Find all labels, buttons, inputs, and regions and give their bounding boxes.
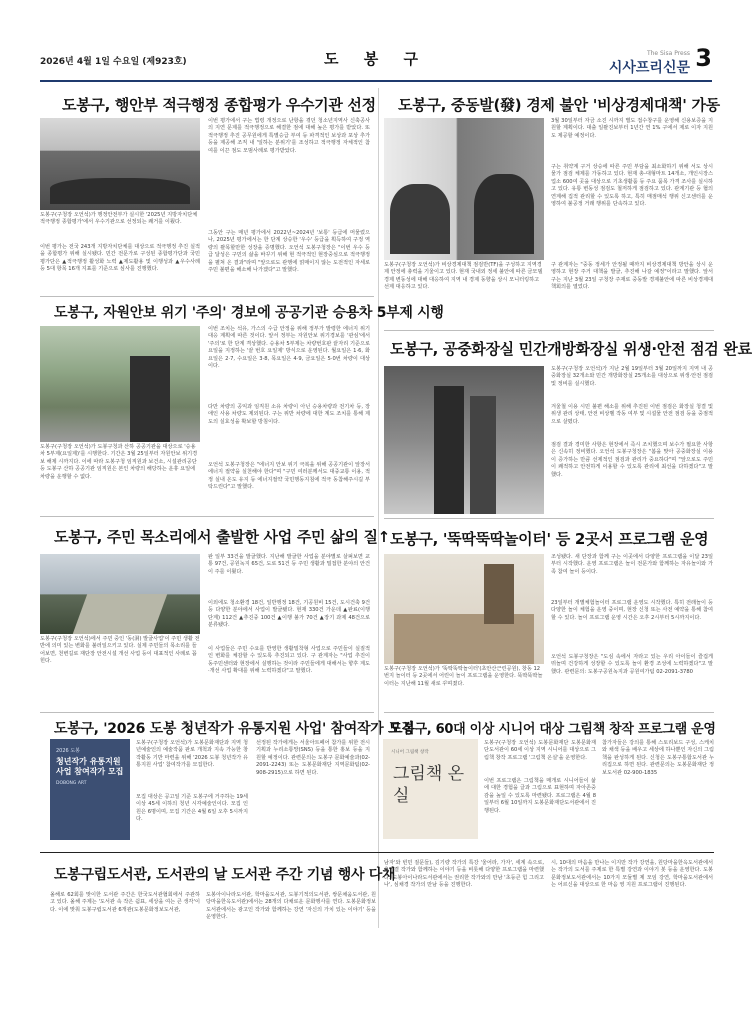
article-body: 그동안 구는 매년 평가에서 2022년~2024년 '보통' 등급에 머물렀으나, 2025년 평가에서는 한 단계 상승한 '우수' 등급을 획득하여 구정 역량의 괄목할만한 성장을 증명했다. 오언석 도봉구청장은 "이번 우수 등급 달성은 구민의 삶을 바꾸기 위해 현 적극적인 현장중심으로 적극행정을 펼쳐 온 결과"라며 "앞으로도 관행에 얽매이지 않는 도전적인 자세로 주민 불편을 해소해 나가겠다"고 말했다.	[208, 230, 370, 274]
photo-playground	[384, 554, 544, 664]
article-title: 도봉구, 중동발(發) 경제 불안 '비상경제대책' 가동	[398, 96, 720, 114]
brand-korean: 시사프리신문	[608, 60, 690, 76]
article-body: 선정된 작가에게는 서울아트페어 참가를 위한 전시 기획과 누리소통망(SNS) 등을 통한 홍보 등을 지원할 예정이다. 관련문의는 도봉구 문화예술과(02-2091-2243) 또는 도봉문화재단 지역문화팀(02-908-2915)으로 하면 된다.	[256, 740, 370, 776]
article-body: 참가자들은 강의를 통해 스토리보드 구성, 스케치와 채색 등을 배우고 세상에 하나뿐인 자신의 그림책을 완성하게 된다. 신청은 도봉구통합도서관 누리집으로 하면 된다. 관련문의는 도봉문화재단 정보도서관 02-900-1835	[602, 740, 714, 776]
article-divider	[40, 852, 714, 853]
book-title: 그림책 온실	[393, 764, 465, 806]
article-body: 이번 프로그램은 그림책을 매개로 시니어들이 삶에 대한 경험을 글과 그림으로 표현하며 자아존중감을 높일 수 있도록 마련됐다. 프로그램은 4월 8일부터 6월 10일까지 도봉문화재단도서관에서 진행된다.	[484, 778, 596, 814]
article-body: 겨울철 이용 시민 불편 해소를 위해 추진된 이번 점검은 화장실 청결 및 위생 관리 상태, 안전 비상벨 작동 여부 및 시설물 안전 점검 등을 중점적으로 살폈다.	[551, 404, 713, 425]
article-title: 도봉구, '뚝딱뚝딱놀이터' 등 2곳서 프로그램 운영	[390, 530, 709, 548]
article-title: 도봉구립도서관, 도서관의 날 도서관 주간 기념 행사 다채	[54, 867, 396, 883]
photo-caption: 도봉구(구청장 오언석)가 '뚝딱뚝딱놀이터'(초안산근린공원), 창동 12번지 놀이터 등 2곳에서 어린이 놀이 프로그램을 운영한다. 뚝딱뚝딱놀이터는 지난해 11월 새로 꾸며졌다.	[384, 666, 543, 687]
article-body: 이 사업들은 주민 수요를 반영한 생활밀착형 사업으로 주민들이 실질적인 변화를 체감할 수 있도록 추진되고 있다. 구 관계자는 "사업 추진이 동주민센터와 현장에서 실행하는 것이라 주민들에게 대해서는 향후 계도·개선 사업 확대를 위해 노력하겠다"고 말했다.	[208, 646, 370, 675]
article-body: 도봉구(구청장 오언석) 도봉문화재단 도봉문화재단도서관이 60세 이상 지역 시니어를 대상으로 그림책 창작 프로그램 '그림책 온실'을 운영한다.	[484, 740, 596, 761]
article-title: 도봉구, 주민 목소리에서 출발한 사업 주민 삶의 질↑	[54, 528, 390, 546]
article-body: 모집 대상은 공고일 기준 도봉구에 거주하는 19세 이상 45세 이하의 청년 시각예술인이다. 모집 인원은 6명이며, 모집 기간은 4월 6일 오후 5시까지다.	[136, 794, 248, 823]
photo-caption: 도봉구(구청장 오언석)가 행정안전부가 실시한 '2025년 지방자치단체 적극행정 종합평가'에서 우수기관으로 선정되는 쾌거를 이뤘다.	[40, 212, 198, 226]
article-playground-program	[384, 520, 714, 552]
page-number: 3	[695, 44, 712, 72]
poster-subtitle: DOBONG ART	[56, 781, 87, 786]
issue-date: 2026년 4월 1일 수요일 (제923호)	[40, 57, 187, 67]
article-title: 도봉구, 행안부 적극행정 종합평가 우수기관 선정	[62, 96, 376, 114]
poster-title: 청년작가 유통지원사업 참여작가 모집	[56, 757, 124, 776]
recruitment-poster	[50, 739, 130, 840]
article-body: 올해로 62회를 맞이한 도서관 주간은 한국도서관협회에서 주관하고 있다. 올해 주제는 '도서관 속 작은 쉼표, 세상을 여는 큰 생각'이다. 이에 맞춰 도봉구립도서관 6개관(도봉문화정보도서관,	[50, 892, 200, 913]
newspaper-logo	[609, 50, 690, 76]
photo-caption: 도봉구(구청장 오언석)가 비상경제대책 점검반(TF)을 구성하고 지역경제 안정에 총력을 기울이고 있다. 현재 국내외 정세 불안에 따른 금모델경제 변동성에 대해 대응하여 지역 내 경제 동향을 상시 모니터링하고 선제 대응하고 있다.	[384, 262, 543, 291]
article-body: 도봉아이나라도서관, 학마을도서관, 도봉기적의도서관, 쌍문채움도서관, 원당마을한옥도서관)에서는 28개의 다채로운 문화행사를 연다. 도봉문화정보도서관에서는 광고인 작가와 함께하는 강연 '자신의 가치 있는 이야기' 등을 운영한다.	[206, 892, 376, 921]
article-divider	[40, 712, 374, 713]
article-body: 구 관계자는 "중동 정세가 안정될 때까지 비상경제대책 방안을 상시 운영하고 현장 주거 대책을 발굴, 추진해 나갈 예정"이라고 말했다. 앞서 구는 지난 3월 23일 구청장 주재로 중동발 경제불안에 따른 비상경제대책회의를 열었다.	[551, 262, 713, 291]
column-divider	[378, 88, 379, 928]
poster-year: 2026 도봉	[56, 748, 80, 754]
article-title: 도봉구, '2026 도봉 청년작가 유통지원 사업' 참여작가 모집	[54, 721, 415, 737]
article-body: 도봉구(구청장 오언석)가 도봉문화재단과 지역 청년예술인의 예술작품 판로 개척과 지속 가능한 창작활동 기반 마련을 위해 '2026 도봉 청년작가 유통지원 사업' 참여작가를 모집한다.	[136, 740, 248, 769]
article-body: 남자'와 빈민 질문들), 김기량 작가의 특강 '울어라, 가자', 세계 속으로, 초연결 작가와 함께하는 이야기 등을 비롯해 다양한 프로그램을 마련했다. 도봉아이나라도서관에서는 권리한 작가와의 만남 '초등큰 힘 그리고 나', 심채경 작가의 만남 등을 진행한다.	[384, 860, 544, 889]
article-body: 도봉구(구청장 오언석)가 지난 2월 19일부터 3월 20일까지 지역 내 공중화장실 32개소와 민간 개방화장실 25개소를 대상으로 위생·안전 점검 및 정비를 실시했다.	[551, 366, 713, 387]
article-body: 조성됐다. 새 단장과 함께 구는 이곳에서 다양한 프로그램을 이달 23일부터 시작했다. 운영 프로그램은 놀이 전문가와 함께하는 자유놀이와 가족 참여 놀이 등이다.	[551, 554, 713, 575]
article-body: 이번 조치는 석유, 가스의 수급 안정을 위해 정부가 발령한 에너지 위기 대응 계획에 따른 것이다. 앞서 정부는 자원안보 위기경보를 '관심'에서 '주의'로 한 단계 격상했다. 승용차 5부제는 차량번호판 끝자리 기준으로 요일을 지정하는 '끝 번호 요일제' 방식으로 운영된다. 월요일은 1·6, 화요일은 2·7, 수요일은 3·8, 목요일은 4·9, 금요일은 5·0번 차량이 대상이다.	[208, 326, 370, 370]
article-library-week	[40, 856, 396, 890]
article-body: 구는 취약계 구거 상승에 따른 주민 부담을 최소화하기 위해 서도 상시 물가 점검 체제를 가동하고 있다. 현재 총-대형마트 14개소, 개인시장스업소 600여 곳을 대상으로 기초생활품 등 주요 품목 가격 조사를 실시하고 있다. 유통 변동성 점검도 철저하게 점검하고 있다. 관계기관 등 협의 연계해 집적 관리할 수 있도록 하고, 특히 매점매석 행위 신고센터를 운영하여 불공정 거래 행위를 단속하고 있다.	[551, 164, 713, 208]
photo-walking-path	[40, 554, 200, 634]
picturebook-poster	[383, 739, 478, 839]
article-divider	[384, 712, 714, 713]
section-name: 도 봉 구	[324, 50, 428, 68]
article-title: 도봉구, 60대 이상 시니어 대상 그림책 창작 프로그램 운영	[390, 722, 716, 737]
brand-english: The Sisa Press	[646, 50, 690, 57]
article-body: 3월 30일부터 자금 소진 시까지 별도 접수창구를 운영해 신용보증을 지원할 계획이다. 대출 일괄진보부터 1년간 연 1% 구에서 제로 이자 지원도 제공할 예정이다.	[551, 118, 713, 139]
article-senior-picturebook	[384, 714, 714, 738]
article-body: 오언석 도봉구청장은 "도심 속에서 자라고 있는 우리 아이들이 즐겁게 뛰놀며 건강하게 성장할 수 있도록 놀이 환경 조성에 노력하겠다"고 말했다. 관련문의: 도봉구공원녹지과 공원여가팀 02-2091-3780	[551, 654, 713, 675]
article-body: 점검 결과 경미한 사항은 현장에서 즉시 조치했으며 보수가 필요한 사항은 신속히 정비했다. 오언석 도봉구청장은 "봄을 맞아 공중화장실 이용이 증가하는 만큼 선제적인 점검과 관리가 중요하다"며 "앞으로도 주민이 쾌적하고 안전하게 이용할 수 있도록 관리에 최선을 다하겠다"고 말했다.	[551, 442, 713, 478]
article-divider	[40, 296, 374, 297]
article-body: 23일부터 개별체험놀이터 프로그램 운영도 시작했다. 특히 전래놀이 등 다양한 놀이 체험을 운영 중이며, 현장 신청 또는 사전 예약을 통해 참여할 수 있다. 놀이 프로그램 운영 시간은 오후 2시부터 5시까지이다.	[551, 600, 713, 621]
photo-award-ceremony	[40, 118, 200, 210]
photo-task-force-meeting	[384, 118, 544, 260]
article-body: 시, 10대의 마음을 만나는 이지만 작가 강연을, 원당마을한옥도서관에서는 작가의 도서를 주제로 한 특별 강연과 이야기 봇 등을 운영한다. 도봉문화정보도서관에서는 10가지 모듈별 제 모임 강연, 학마을도서관에서는 어르신을 대상으로 한 마음 영 지원 프로그램이 진행된다.	[551, 860, 713, 889]
article-economic-measures	[384, 88, 720, 118]
page-header	[40, 44, 712, 78]
article-title: 도봉구, 자원안보 위기 '주의' 경보에 공공기관 승용차 5부제 시행	[54, 305, 444, 321]
header-rule	[40, 80, 712, 82]
photo-caption: 도봉구(구청장 오언석)에서 주민 중인 '동(洞) 발굴사업'이 주민 생활 전반에 의미 있는 변화를 불러일으키고 있다. 실제 주민들의 목소리를 들어보면, 천변길로 재단장 안전시설 개선 사업 등이 대표적인 사례로 꼽힌다.	[40, 636, 200, 665]
article-divider	[40, 516, 374, 517]
article-divider	[384, 518, 714, 519]
article-body: 이번 평가에서 구는 법령 개정으로 난항을 겪던 청소년지역사 신축공사의 지연 문제를 적극행정으로 해결한 점에 대해 높은 평가를 받았다. 또 적극행정 추진 공무원에게 특별승급 부여 등 파격적인 보상과 포상 추가 등을 제공해 조직 내 '일하는 분위기'를 조성하고 적극행정 자체적인 참여를 이끈 점도 모범사례로 평가받았다.	[208, 118, 370, 154]
article-restroom-inspection	[384, 334, 752, 360]
book-subtitle: 시니어 그림책 창작	[391, 750, 429, 755]
article-body: 완 일부 33건을 발굴했다. 지난해 발굴한 사업을 분야별로 살펴보면 교통 97건, 공원녹지 65건, 도로 51건 등 주민 생활과 밀접한 분야의 안건이 주를 이뤘다.	[208, 554, 370, 575]
article-title: 도봉구, 공중화장실 민간개방화장실 위생·안전 점검 완료	[390, 340, 752, 358]
article-body: 이번 평가는 전국 243개 지방자치단체를 대상으로 적극행정 추진 실적을 종합평가 위해 실시됐다. 민간 전문가로 구성된 종합평가단과 국민평가단은 ▲적극행정 활성화 노력 ▲제도활용 및 이행성과 ▲우수사례 등 5대 항목 16개 지표를 기준으로 심사를 진행했다.	[40, 244, 200, 273]
article-body: 다만 차량의 공익과 임직원 소유 차량이 아닌 승용차량과 전기차 등, 장애인 사용 차량도 제외된다. 구는 위반 차량에 대한 계도 조치를 통해 제도의 실효성을 확보할 방침이다.	[208, 404, 370, 425]
article-resident-projects	[40, 518, 390, 552]
photo-parking-lot	[40, 326, 200, 442]
article-body: 이외에도 청소환경 18건, 일반행정 18건, 기공원비 15건, 도시건축 9건 등 다양한 분야에서 사업이 발굴됐다. 현재 330건 가운데 ▲완료(이행 단계) 112건 ▲추진중 100건 ▲이행 불가 70건 ▲장기 과제 48건으로 분류됐다.	[208, 600, 370, 629]
article-divider	[384, 330, 714, 331]
article-body: 오언석 도봉구청장은 "에너지 안보 위기 극복을 위해 공공기관이 앞장서 에너지 절약을 실천해야 한다"며 "구민 여러분께서도 대중교통 이용, 적정 실내 온도 유지 등 에너지절약 국민행동지침에 적극 동참해주시길 부탁드린다"고 말했다.	[208, 462, 370, 491]
article-young-artists	[40, 714, 415, 738]
article-car-rotation	[40, 298, 444, 324]
photo-caption: 도봉구(구청장 오언석)가 도봉구청과 산하 공공기관을 대상으로 '승용차 5부제(요일제)'를 시행한다. 기간은 3월 25일부터 자원안보 위기경보 해제 시까지다. 이에 따라 도봉구청 임직원과 보건소, 시설관리공단 등 도봉구 산하 공공기관 임직원은 본인 차량의 해당하는 운휴 요일에 차량을 운행할 수 없다.	[40, 444, 198, 480]
photo-restroom-inspection	[384, 366, 544, 514]
